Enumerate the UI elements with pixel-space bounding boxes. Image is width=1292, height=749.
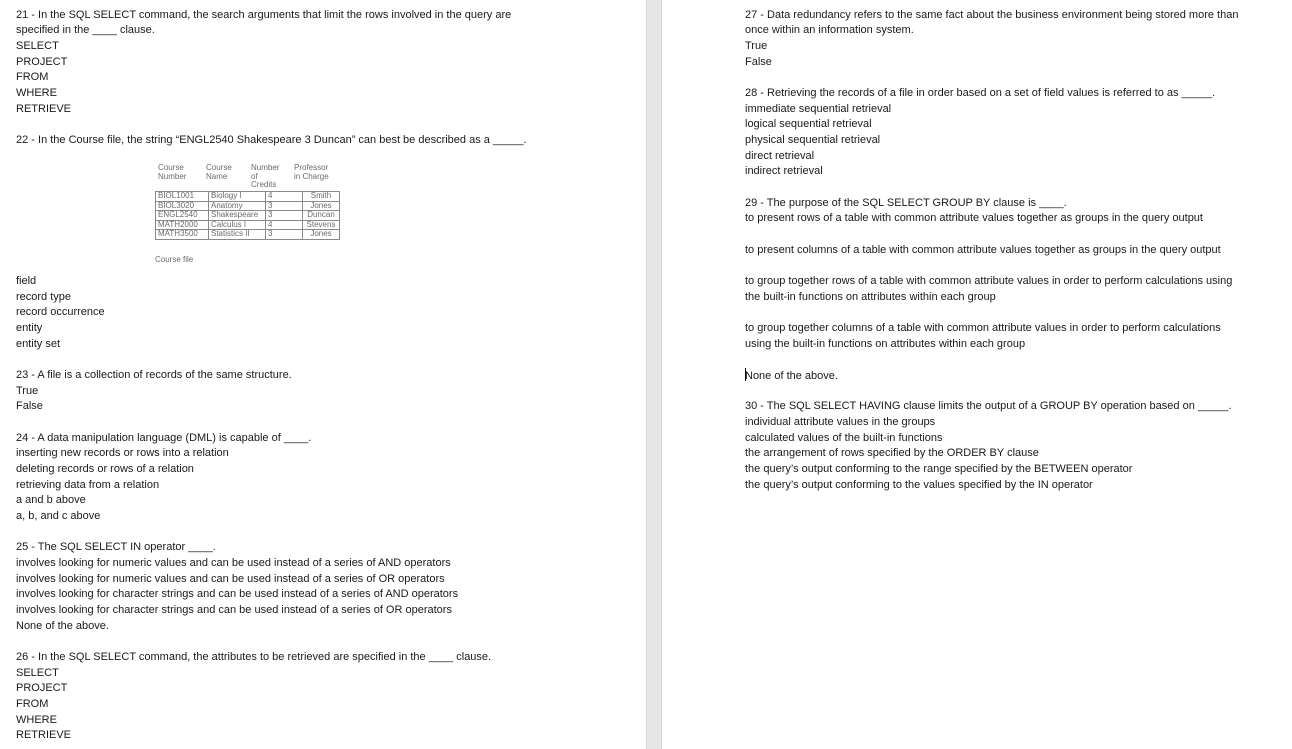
q26-option: FROM	[16, 698, 49, 710]
q25-stem: 25 - The SQL SELECT IN operator ____.	[16, 541, 216, 553]
q28-option: immediate sequential retrieval	[745, 103, 892, 115]
q27-option: True	[745, 40, 768, 52]
q29-option-cont: using the built-in functions on attributes within each group	[745, 338, 1026, 350]
table-cell: Jones	[303, 201, 340, 211]
table-cell: 4	[266, 192, 303, 202]
q27-option: False	[745, 56, 772, 68]
q24-option: retrieving data from a relation	[16, 479, 160, 491]
q29-option: to present columns of a table with common attribute values together as groups in the query output	[745, 244, 1221, 256]
q22-option: record occurrence	[16, 306, 105, 318]
q23-option: False	[16, 400, 43, 412]
table-cell: MATH2000	[156, 220, 209, 230]
q30-option: calculated values of the built-in functions	[745, 432, 943, 444]
table-row	[156, 211, 340, 221]
page-gutter	[646, 0, 662, 749]
q29-option: to group together columns of a table with common attribute values in order to perform calculations	[745, 322, 1221, 334]
table-header-course-name: Course Name	[206, 163, 232, 181]
table-cell: Smith	[303, 192, 340, 202]
table-cell: 3	[266, 201, 303, 211]
q29-option: to present rows of a table with common attribute values together as groups in the query output	[745, 212, 1203, 224]
table-header-credits: Number of Credits	[251, 163, 280, 189]
q30-option: the query’s output conforming to the range specified by the BETWEEN operator	[745, 463, 1133, 475]
q22-option: field	[16, 275, 37, 287]
q22-option: entity	[16, 322, 43, 334]
q29-option-none-text: None of the above.	[745, 370, 838, 382]
table-cell: Duncan	[303, 211, 340, 221]
q25-option: involves looking for numeric values and can be used instead of a series of OR operators	[16, 573, 445, 585]
q24-option: inserting new records or rows into a relation	[16, 447, 229, 459]
right-page	[662, 0, 1292, 749]
q21-option: PROJECT	[16, 56, 68, 68]
table-cell: Shakespeare	[209, 211, 266, 221]
table-cell: Jones	[303, 230, 340, 240]
q26-option: SELECT	[16, 667, 59, 679]
q30-option: the arrangement of rows specified by the ORDER BY clause	[745, 447, 1039, 459]
q30-option: individual attribute values in the groups	[745, 416, 936, 428]
q29-stem: 29 - The purpose of the SQL SELECT GROUP BY clause is ____.	[745, 197, 1067, 209]
q21-option: FROM	[16, 71, 49, 83]
table-cell: 3	[266, 211, 303, 221]
q29-option: to group together rows of a table with common attribute values in order to perform calculations using	[745, 275, 1233, 287]
q21-option: SELECT	[16, 40, 59, 52]
q25-option: None of the above.	[16, 620, 109, 632]
table-row	[156, 230, 340, 240]
table-cell: Anatomy	[209, 201, 266, 211]
table-cell: Stevens	[303, 220, 340, 230]
q24-stem: 24 - A data manipulation language (DML) is capable of ____.	[16, 432, 312, 444]
table-cell: BIOL3020	[156, 201, 209, 211]
table-cell: 3	[266, 230, 303, 240]
q24-option: deleting records or rows of a relation	[16, 463, 194, 475]
q27-stem-line1: 27 - Data redundancy refers to the same fact about the business environment being stored more than	[745, 9, 1239, 21]
course-table	[155, 191, 340, 240]
table-cell: ENGL2540	[156, 211, 209, 221]
table-header-professor: Professor in Charge	[294, 163, 329, 181]
q28-option: direct retrieval	[745, 150, 815, 162]
q25-option: involves looking for numeric values and can be used instead of a series of AND operators	[16, 557, 451, 569]
q28-option: indirect retrieval	[745, 165, 823, 177]
q22-stem: 22 - In the Course file, the string “ENGL2540 Shakespeare 3 Duncan” can best be described as a _____.	[16, 134, 527, 146]
table-header-course-number: Course Number	[158, 163, 187, 181]
q29-option-none[interactable]	[745, 368, 838, 383]
table-caption: Course file	[155, 255, 194, 264]
table-cell: 4	[266, 220, 303, 230]
q22-option: entity set	[16, 338, 61, 350]
q26-option: PROJECT	[16, 682, 68, 694]
q21-option: RETRIEVE	[16, 103, 72, 115]
q23-option: True	[16, 385, 39, 397]
q30-stem: 30 - The SQL SELECT HAVING clause limits the output of a GROUP BY operation based on _____.	[745, 400, 1232, 412]
q26-option: RETRIEVE	[16, 729, 72, 741]
q21-option: WHERE	[16, 87, 57, 99]
q25-option: involves looking for character strings and can be used instead of a series of AND operators	[16, 588, 459, 600]
q26-option: WHERE	[16, 714, 57, 726]
q26-stem: 26 - In the SQL SELECT command, the attributes to be retrieved are specified in the ____ clause.	[16, 651, 492, 663]
q29-option-cont: the built-in functions on attributes within each group	[745, 291, 996, 303]
q27-stem-line2: once within an information system.	[745, 24, 914, 36]
q30-option: the query’s output conforming to the values specified by the IN operator	[745, 479, 1093, 491]
q23-stem: 23 - A file is a collection of records of the same structure.	[16, 369, 292, 381]
table-cell: Calculus I	[209, 220, 266, 230]
q28-option: logical sequential retrieval	[745, 118, 872, 130]
q24-option: a, b, and c above	[16, 510, 101, 522]
q22-option: record type	[16, 291, 72, 303]
table-cell: BIOL1001	[156, 192, 209, 202]
q24-option: a and b above	[16, 494, 86, 506]
q28-stem: 28 - Retrieving the records of a file in order based on a set of field values is referred to as _____.	[745, 87, 1216, 99]
q28-option: physical sequential retrieval	[745, 134, 881, 146]
q21-stem-line1: 21 - In the SQL SELECT command, the search arguments that limit the rows involved in the query are	[16, 9, 512, 21]
table-cell: Biology I	[209, 192, 266, 202]
q21-stem-line2: specified in the ____ clause.	[16, 24, 155, 36]
q25-option: involves looking for character strings and can be used instead of a series of OR operators	[16, 604, 452, 616]
table-row	[156, 192, 340, 202]
table-cell: Statistics II	[209, 230, 266, 240]
table-cell: MATH3500	[156, 230, 209, 240]
